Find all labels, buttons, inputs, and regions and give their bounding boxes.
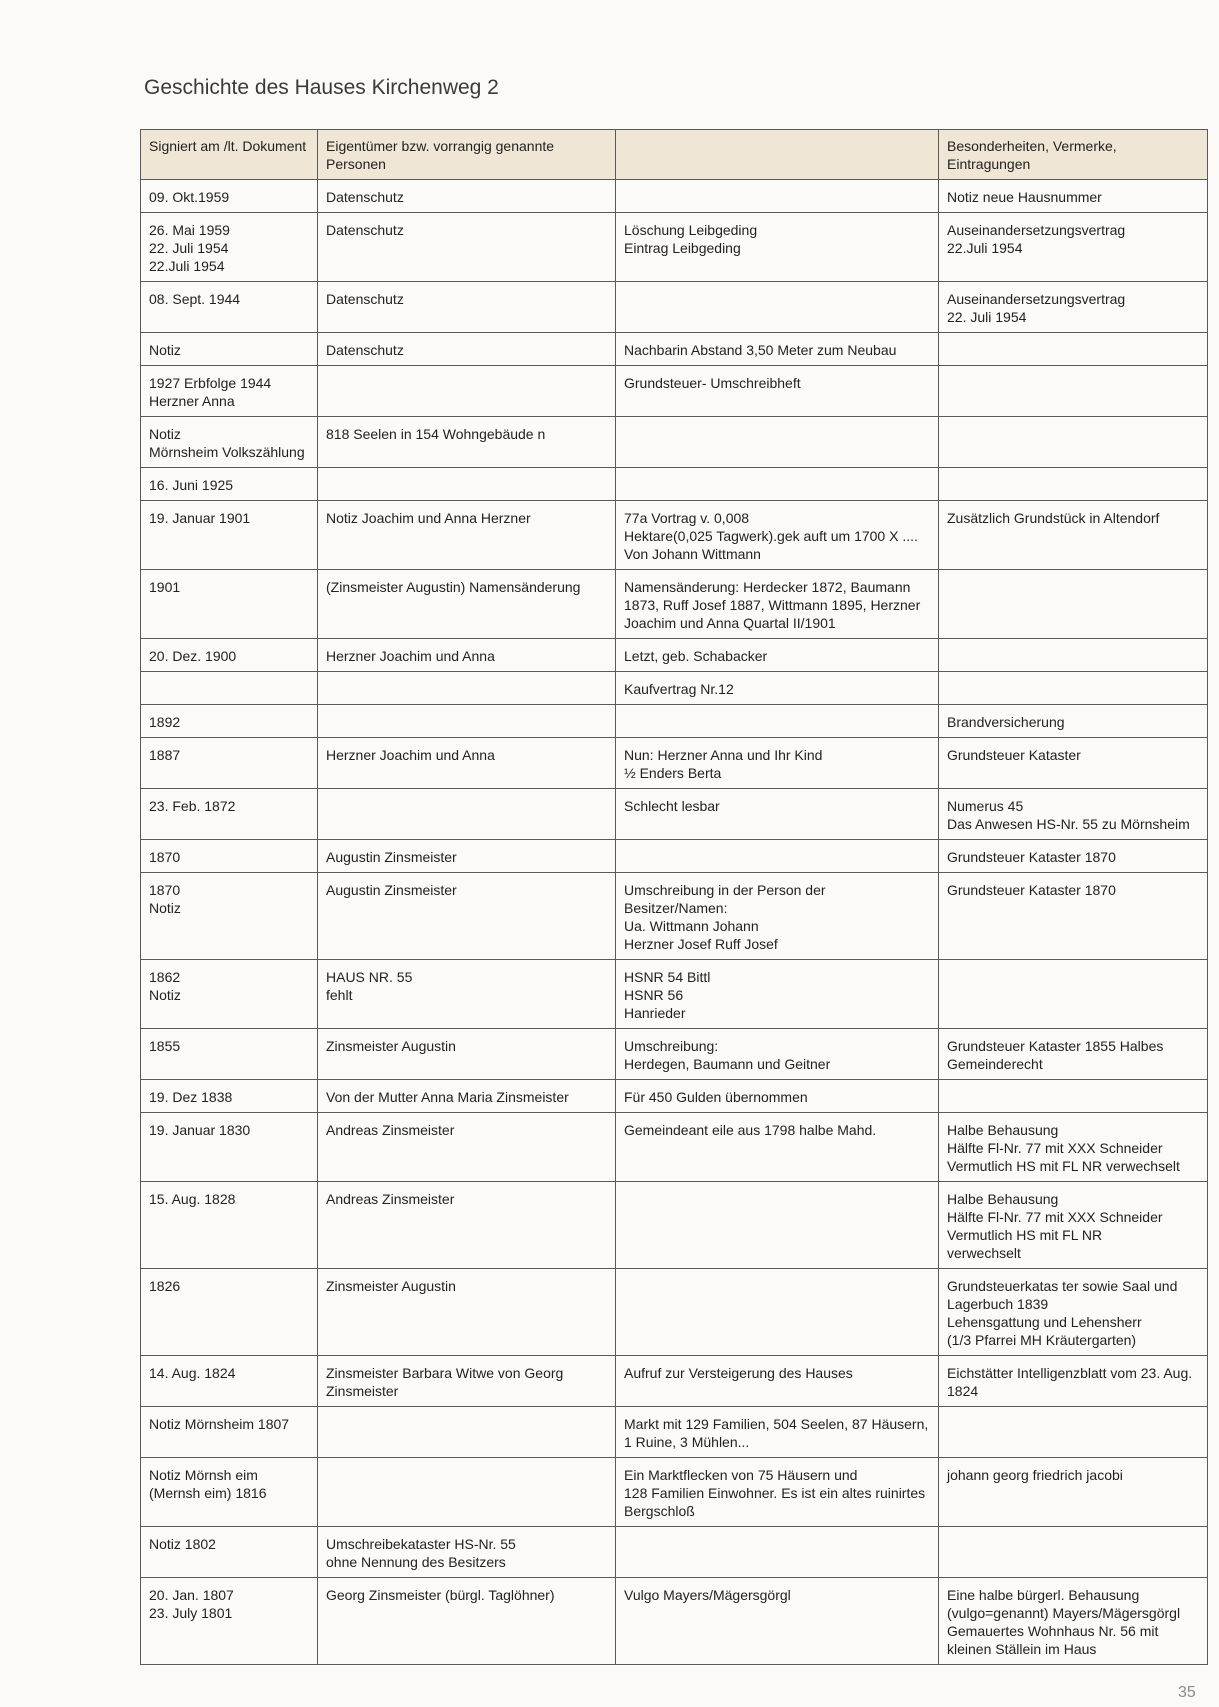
cell-date: Notiz Mörnsheim Volkszählung <box>141 417 318 468</box>
cell-remarks <box>939 366 1208 417</box>
cell-owner: (Zinsmeister Augustin) Namensänderung <box>318 570 616 639</box>
cell-owner: Augustin Zinsmeister <box>318 840 616 873</box>
cell-date: 08. Sept. 1944 <box>141 282 318 333</box>
cell-owner <box>318 789 616 840</box>
table-row <box>141 501 1208 570</box>
table-row <box>141 180 1208 213</box>
cell-owner: Herzner Joachim und Anna <box>318 738 616 789</box>
cell-remarks <box>939 333 1208 366</box>
cell-details: Für 450 Gulden übernommen <box>616 1080 939 1113</box>
cell-owner: Herzner Joachim und Anna <box>318 639 616 672</box>
table-row <box>141 840 1208 873</box>
cell-remarks <box>939 1080 1208 1113</box>
table-row <box>141 213 1208 282</box>
cell-owner: Datenschutz <box>318 180 616 213</box>
cell-details: 77a Vortrag v. 0,008 Hektare(0,025 Tagwerk).gek auft um 1700 X .... Von Johann Wittmann <box>616 501 939 570</box>
cell-date: 1892 <box>141 705 318 738</box>
table-row <box>141 1113 1208 1182</box>
cell-details: Grundsteuer- Umschreibheft <box>616 366 939 417</box>
page-title: Geschichte des Hauses Kirchenweg 2 <box>144 76 499 99</box>
cell-date: 23. Feb. 1872 <box>141 789 318 840</box>
cell-details <box>616 840 939 873</box>
table-row <box>141 333 1208 366</box>
cell-details <box>616 180 939 213</box>
table-row <box>141 639 1208 672</box>
cell-remarks: Grundsteuer Kataster <box>939 738 1208 789</box>
cell-date: 20. Dez. 1900 <box>141 639 318 672</box>
cell-remarks: Auseinandersetzungsvertrag 22.Juli 1954 <box>939 213 1208 282</box>
cell-date: 26. Mai 1959 22. Juli 1954 22.Juli 1954 <box>141 213 318 282</box>
cell-date: 1927 Erbfolge 1944 Herzner Anna <box>141 366 318 417</box>
table-row <box>141 468 1208 501</box>
cell-date: 1855 <box>141 1029 318 1080</box>
cell-owner: Zinsmeister Augustin <box>318 1269 616 1356</box>
cell-remarks: Grundsteuerkatas ter sowie Saal und Lagerbuch 1839 Lehensgattung und Lehensherr (1/3 Pfarrei MH Kräutergarten) <box>939 1269 1208 1356</box>
cell-owner: Georg Zinsmeister (bürgl. Taglöhner) <box>318 1578 616 1665</box>
table-row <box>141 672 1208 705</box>
cell-date: Notiz Mörnsheim 1807 <box>141 1407 318 1458</box>
cell-remarks <box>939 468 1208 501</box>
cell-owner: Datenschutz <box>318 213 616 282</box>
cell-details: Kaufvertrag Nr.12 <box>616 672 939 705</box>
table-row <box>141 1458 1208 1527</box>
cell-date: 1870 <box>141 840 318 873</box>
cell-remarks: Auseinandersetzungsvertrag 22. Juli 1954 <box>939 282 1208 333</box>
cell-details: Nun: Herzner Anna und Ihr Kind ½ Enders Berta <box>616 738 939 789</box>
cell-details: Löschung Leibgeding Eintrag Leibgeding <box>616 213 939 282</box>
cell-details: Umschreibung: Herdegen, Baumann und Geitner <box>616 1029 939 1080</box>
table-row <box>141 1356 1208 1407</box>
table-row <box>141 1578 1208 1665</box>
cell-owner: Zinsmeister Barbara Witwe von Georg Zinsmeister <box>318 1356 616 1407</box>
cell-remarks: Numerus 45 Das Anwesen HS-Nr. 55 zu Mörnsheim <box>939 789 1208 840</box>
cell-owner: Notiz Joachim und Anna Herzner <box>318 501 616 570</box>
table-row <box>141 366 1208 417</box>
cell-remarks <box>939 960 1208 1029</box>
table-row <box>141 705 1208 738</box>
cell-owner: Augustin Zinsmeister <box>318 873 616 960</box>
cell-details <box>616 1269 939 1356</box>
cell-remarks: Grundsteuer Kataster 1855 Halbes Gemeinderecht <box>939 1029 1208 1080</box>
column-header-date: Signiert am /lt. Dokument <box>141 130 318 180</box>
cell-details: Gemeindeant eile aus 1798 halbe Mahd. <box>616 1113 939 1182</box>
cell-date <box>141 672 318 705</box>
cell-date: 1887 <box>141 738 318 789</box>
table-row <box>141 282 1208 333</box>
cell-details: Letzt, geb. Schabacker <box>616 639 939 672</box>
table-row <box>141 789 1208 840</box>
cell-remarks: Grundsteuer Kataster 1870 <box>939 873 1208 960</box>
cell-owner: HAUS NR. 55 fehlt <box>318 960 616 1029</box>
cell-date: 1870 Notiz <box>141 873 318 960</box>
cell-owner <box>318 468 616 501</box>
cell-date: 1826 <box>141 1269 318 1356</box>
cell-details <box>616 468 939 501</box>
table-row <box>141 1080 1208 1113</box>
cell-date: Notiz 1802 <box>141 1527 318 1578</box>
cell-details: Aufruf zur Versteigerung des Hauses <box>616 1356 939 1407</box>
column-header-details <box>616 130 939 180</box>
table-row <box>141 1407 1208 1458</box>
cell-date: Notiz Mörnsh eim (Mernsh eim) 1816 <box>141 1458 318 1527</box>
cell-owner: Zinsmeister Augustin <box>318 1029 616 1080</box>
cell-owner: Andreas Zinsmeister <box>318 1182 616 1269</box>
cell-owner <box>318 672 616 705</box>
cell-details: Nachbarin Abstand 3,50 Meter zum Neubau <box>616 333 939 366</box>
cell-owner <box>318 1407 616 1458</box>
cell-owner: Umschreibekataster HS-Nr. 55 ohne Nennung des Besitzers <box>318 1527 616 1578</box>
table-header-row <box>141 130 1208 180</box>
cell-remarks: Halbe Behausung Hälfte Fl-Nr. 77 mit XXX Schneider Vermutlich HS mit FL NR verwechselt <box>939 1182 1208 1269</box>
cell-remarks: Eichstätter Intelligenzblatt vom 23. Aug. 1824 <box>939 1356 1208 1407</box>
table-row <box>141 1269 1208 1356</box>
column-header-remarks: Besonderheiten, Vermerke, Eintragungen <box>939 130 1208 180</box>
cell-date: 19. Dez 1838 <box>141 1080 318 1113</box>
cell-date: 1901 <box>141 570 318 639</box>
table-row <box>141 1029 1208 1080</box>
cell-date: 1862 Notiz <box>141 960 318 1029</box>
table-row <box>141 738 1208 789</box>
page-number: 35 <box>1178 1684 1196 1701</box>
cell-date: 09. Okt.1959 <box>141 180 318 213</box>
cell-details: Umschreibung in der Person der Besitzer/Namen: Ua. Wittmann Johann Herzner Josef Ruff Josef <box>616 873 939 960</box>
cell-remarks: Eine halbe bürgerl. Behausung (vulgo=genannt) Mayers/Mägersgörgl Gemauertes Wohnhaus Nr. 56 mit kleinen Ställein im Haus <box>939 1578 1208 1665</box>
cell-date: 15. Aug. 1828 <box>141 1182 318 1269</box>
cell-owner <box>318 366 616 417</box>
cell-remarks: Zusätzlich Grundstück in Altendorf <box>939 501 1208 570</box>
cell-remarks: johann georg friedrich jacobi <box>939 1458 1208 1527</box>
cell-details: Namensänderung: Herdecker 1872, Baumann 1873, Ruff Josef 1887, Wittmann 1895, Herzner Joachim und Anna Quartal II/1901 <box>616 570 939 639</box>
house-history-table <box>140 129 1208 1665</box>
cell-remarks: Notiz neue Hausnummer <box>939 180 1208 213</box>
cell-date: 16. Juni 1925 <box>141 468 318 501</box>
cell-owner <box>318 1458 616 1527</box>
cell-owner: Andreas Zinsmeister <box>318 1113 616 1182</box>
cell-remarks: Halbe Behausung Hälfte Fl-Nr. 77 mit XXX Schneider Vermutlich HS mit FL NR verwechselt <box>939 1113 1208 1182</box>
cell-date: 19. Januar 1830 <box>141 1113 318 1182</box>
cell-remarks <box>939 672 1208 705</box>
cell-details <box>616 705 939 738</box>
cell-date: 19. Januar 1901 <box>141 501 318 570</box>
cell-details: Markt mit 129 Familien, 504 Seelen, 87 Häusern, 1 Ruine, 3 Mühlen... <box>616 1407 939 1458</box>
table-row <box>141 960 1208 1029</box>
cell-remarks <box>939 570 1208 639</box>
table-row <box>141 873 1208 960</box>
cell-remarks: Brandversicherung <box>939 705 1208 738</box>
cell-date: Notiz <box>141 333 318 366</box>
cell-details <box>616 282 939 333</box>
cell-owner <box>318 705 616 738</box>
cell-details: Vulgo Mayers/Mägersgörgl <box>616 1578 939 1665</box>
cell-date: 20. Jan. 1807 23. July 1801 <box>141 1578 318 1665</box>
cell-owner: Von der Mutter Anna Maria Zinsmeister <box>318 1080 616 1113</box>
cell-details <box>616 1182 939 1269</box>
cell-remarks <box>939 417 1208 468</box>
cell-details: HSNR 54 Bittl HSNR 56 Hanrieder <box>616 960 939 1029</box>
table-row <box>141 417 1208 468</box>
cell-remarks <box>939 1407 1208 1458</box>
cell-date: 14. Aug. 1824 <box>141 1356 318 1407</box>
cell-details <box>616 417 939 468</box>
table-row <box>141 1527 1208 1578</box>
cell-remarks <box>939 1527 1208 1578</box>
cell-owner: Datenschutz <box>318 333 616 366</box>
table-row <box>141 570 1208 639</box>
column-header-owner: Eigentümer bzw. vorrangig genannte Personen <box>318 130 616 180</box>
cell-details: Ein Marktflecken von 75 Häusern und 128 Familien Einwohner. Es ist ein altes ruinirtes Bergschloß <box>616 1458 939 1527</box>
table-body <box>141 180 1208 1665</box>
cell-remarks <box>939 639 1208 672</box>
cell-remarks: Grundsteuer Kataster 1870 <box>939 840 1208 873</box>
cell-owner: Datenschutz <box>318 282 616 333</box>
cell-details: Schlecht lesbar <box>616 789 939 840</box>
table-row <box>141 1182 1208 1269</box>
cell-details <box>616 1527 939 1578</box>
cell-owner: 818 Seelen in 154 Wohngebäude n <box>318 417 616 468</box>
